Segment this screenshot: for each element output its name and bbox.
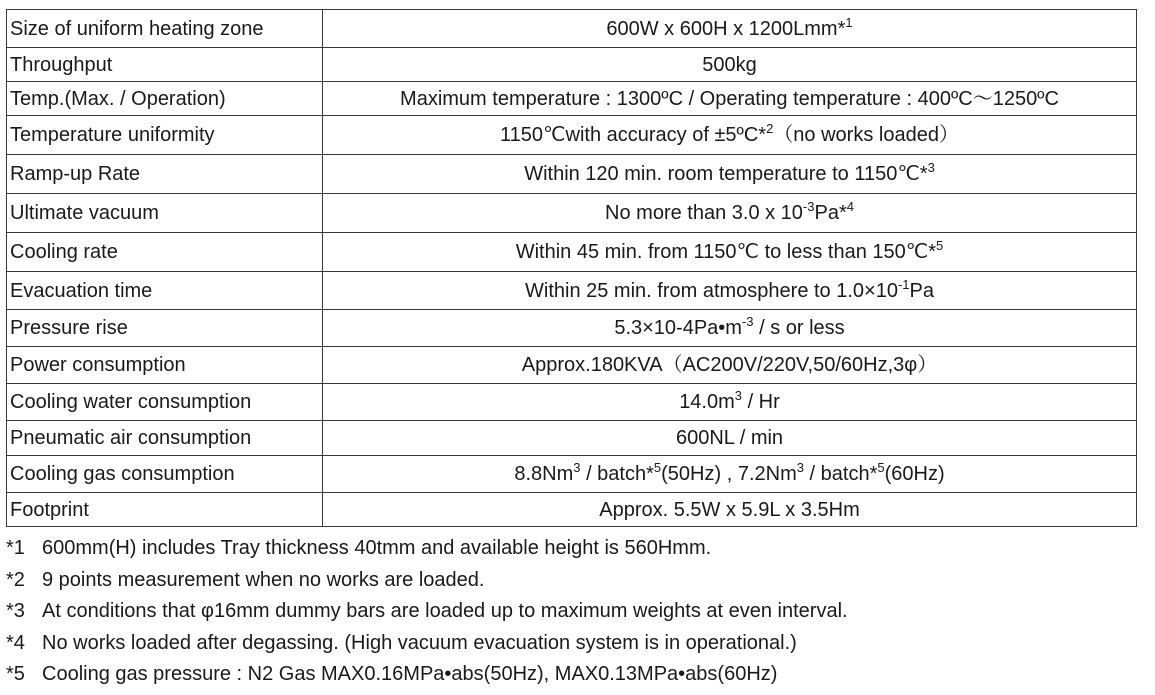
superscript-text: -3	[741, 314, 754, 329]
table-row	[7, 194, 1137, 233]
footnote-mark: *1	[6, 537, 25, 559]
footnote-item	[6, 659, 1136, 691]
superscript-text: 1	[845, 14, 853, 30]
superscript-text: 2	[766, 121, 774, 136]
footnotes-list	[6, 533, 1136, 691]
superscript-text: 5	[936, 238, 944, 253]
value-text: 5.3×10-4Pa•m	[614, 317, 742, 339]
spec-value	[323, 421, 1137, 456]
footnote-text: Cooling gas pressure : N2 Gas MAX0.16MPa•abs(50Hz), MAX0.13MPa•abs(60Hz)	[42, 663, 778, 686]
table-row	[7, 116, 1137, 155]
table-row	[7, 421, 1137, 456]
superscript-text: 4	[846, 199, 854, 214]
superscript-text: 3	[573, 460, 581, 475]
value-text: / batch*	[580, 463, 654, 485]
table-row	[7, 272, 1137, 310]
value-text: (50Hz) , 7.2Nm	[661, 463, 797, 485]
footnote-text: At conditions that φ16mm dummy bars are loaded up to maximum weights at even interval.	[42, 600, 848, 623]
spec-label: Throughput	[7, 48, 323, 82]
footnote-item	[6, 565, 1136, 597]
table-row	[7, 233, 1137, 272]
table-row	[7, 82, 1137, 116]
spec-label: Size of uniform heating zone	[7, 10, 323, 48]
spec-label: Temperature uniformity	[7, 116, 323, 155]
spec-value	[323, 155, 1137, 194]
value-text: 500kg	[702, 53, 757, 76]
footnote-text: No works loaded after degassing. (High vacuum evacuation system is in operational.)	[42, 631, 797, 654]
table-row	[7, 347, 1137, 384]
value-text: 8.8Nm	[514, 463, 574, 485]
spec-value	[323, 10, 1137, 48]
spec-value	[323, 233, 1137, 272]
spec-value	[323, 347, 1137, 384]
value-text: Approx.180KVA（AC200V/220V,50/60Hz,3φ）	[521, 354, 938, 376]
table-row	[7, 48, 1137, 82]
footnote-mark: *5	[6, 663, 25, 686]
value-text: 600NL / min	[675, 427, 784, 449]
value-text: Pa	[909, 279, 934, 302]
spec-label: Cooling gas consumption	[7, 456, 323, 493]
superscript-text: 5	[653, 460, 662, 475]
value-text: 1150℃with accuracy of ±5ºC*	[500, 124, 767, 146]
value-text: / Hr	[742, 391, 780, 413]
spec-value	[323, 456, 1137, 493]
table-row	[7, 384, 1137, 421]
superscript-text: 3	[734, 388, 743, 403]
spec-label: Evacuation time	[7, 272, 323, 310]
value-text: (60Hz)	[884, 463, 945, 485]
value-text: Pa*	[814, 202, 847, 224]
spec-label: Cooling water consumption	[7, 384, 323, 421]
value-text: Maximum temperature : 1300ºC / Operating temperature : 400ºC～1250ºC	[400, 87, 1059, 110]
spec-value	[323, 310, 1137, 347]
footnote-item	[6, 533, 1136, 565]
value-text: （no works loaded）	[773, 124, 959, 146]
spec-label: Cooling rate	[7, 233, 323, 272]
table-row	[7, 10, 1137, 48]
superscript-text: -3	[802, 199, 815, 214]
spec-table	[6, 9, 1137, 527]
value-text: / s or less	[753, 317, 845, 339]
spec-value	[323, 384, 1137, 421]
spec-label: Temp.(Max. / Operation)	[7, 82, 323, 116]
spec-table-body	[7, 10, 1137, 527]
value-text: 600W x 600H x 1200Lmm*	[606, 17, 846, 40]
superscript-text: 5	[877, 460, 885, 475]
spec-value	[323, 272, 1137, 310]
footnote-text: 9 points measurement when no works are loaded.	[42, 568, 485, 591]
spec-label: Pressure rise	[7, 310, 323, 347]
table-row	[7, 155, 1137, 194]
spec-label: Power consumption	[7, 347, 323, 384]
spec-label: Ultimate vacuum	[7, 194, 323, 233]
spec-value	[323, 194, 1137, 233]
spec-label: Pneumatic air consumption	[7, 421, 323, 456]
superscript-text: 3	[927, 160, 935, 175]
superscript-text: 3	[796, 460, 804, 475]
value-text: 14.0m	[679, 391, 735, 413]
spec-value	[323, 82, 1137, 116]
value-text: Within 25 min. from atmosphere to 1.0×10	[525, 279, 898, 302]
value-text: Approx. 5.5W x 5.9L x 3.5Hm	[599, 498, 860, 521]
table-row	[7, 456, 1137, 493]
spec-label: Footprint	[7, 493, 323, 527]
spec-label: Ramp-up Rate	[7, 155, 323, 194]
value-text: Within 120 min. room temperature to 1150℃*	[524, 163, 928, 185]
value-text: No more than 3.0 x 10	[605, 202, 803, 224]
spec-value	[323, 493, 1137, 527]
footnote-item	[6, 596, 1136, 628]
table-row	[7, 310, 1137, 347]
footnote-mark: *2	[6, 568, 25, 591]
value-text: / batch*	[803, 463, 878, 485]
footnote-mark: *4	[6, 631, 25, 654]
footnote-text: 600mm(H) includes Tray thickness 40tmm and available height is 560Hmm.	[42, 537, 712, 559]
table-row	[7, 493, 1137, 527]
value-text: Within 45 min. from 1150℃ to less than 150℃*	[515, 241, 937, 263]
footnote-mark: *3	[6, 600, 25, 623]
superscript-text: -1	[897, 276, 910, 292]
footnote-item	[6, 628, 1136, 660]
spec-value	[323, 48, 1137, 82]
spec-value	[323, 116, 1137, 155]
